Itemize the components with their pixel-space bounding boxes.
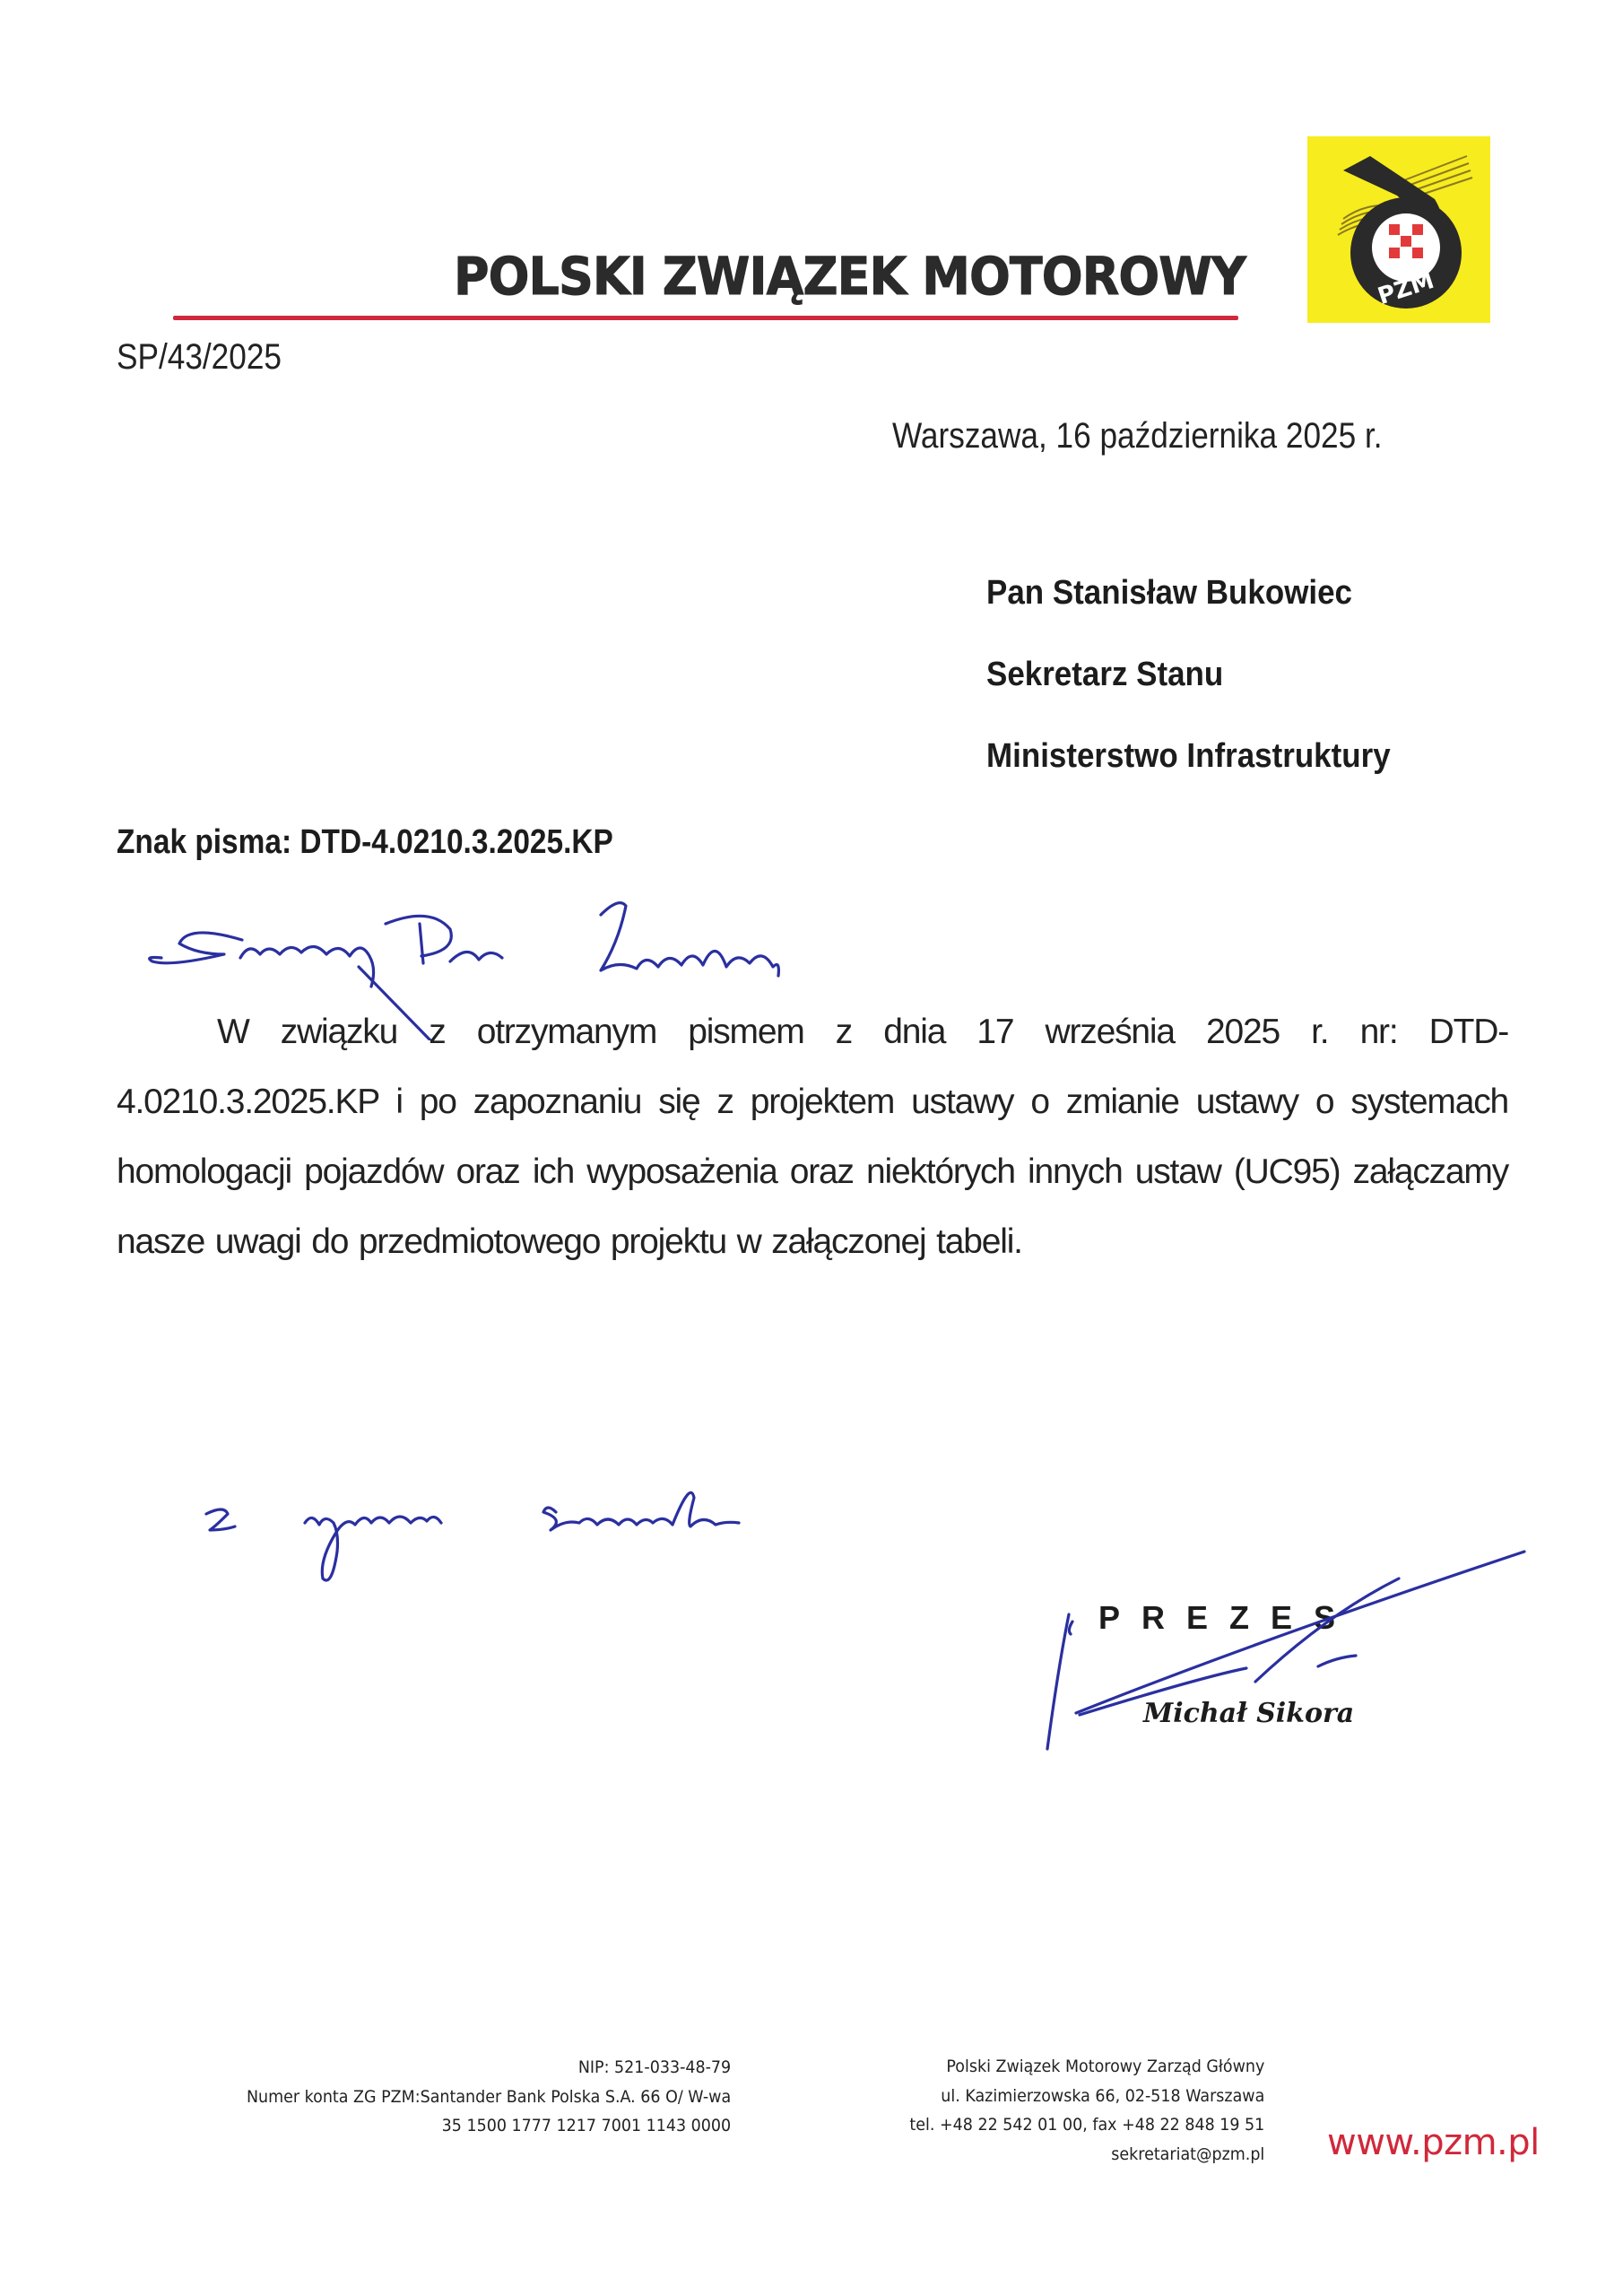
letter-body-text: W związku z otrzymanym pismem z dnia 17 września 2025 r. nr: DTD-4.0210.3.2025.KP i po zapoznaniu się z projektem ustawy o zmianie ustawy o systemach homologacji pojazdów oraz ich wyposażenia oraz niektórych innych ustaw (UC95) załączamy nasze uwagi do przedmiotowego projektu w załączonej tabeli. bbox=[117, 1013, 1508, 1261]
addressee-institution: Ministerstwo Infrastruktury bbox=[986, 737, 1391, 775]
footer-website-link[interactable]: www.pzm.pl bbox=[1327, 2122, 1540, 2163]
letter-body bbox=[117, 997, 1508, 1277]
signer-name: Michał Sikora bbox=[1143, 1698, 1355, 1729]
logo-text: PZM bbox=[1375, 266, 1437, 311]
footer-phone-fax: tel. +48 22 542 01 00, fax +48 22 848 19 51 bbox=[909, 2115, 1264, 2135]
pzm-logo-icon bbox=[1307, 136, 1490, 323]
handwritten-signature bbox=[1022, 1525, 1533, 1767]
case-reference: Znak pisma: DTD-4.0210.3.2025.KP bbox=[117, 823, 613, 861]
footer-email[interactable]: sekretariat@pzm.pl bbox=[1110, 2144, 1264, 2164]
place-and-date: Warszawa, 16 października 2025 r. bbox=[892, 416, 1383, 456]
footer-account-number: 35 1500 1777 1217 7001 1143 0000 bbox=[441, 2116, 731, 2135]
organization-heading: POLSKI ZWIĄZEK MOTOROWY bbox=[454, 246, 1245, 307]
footer-org-name: Polski Związek Motorowy Zarząd Główny bbox=[946, 2057, 1264, 2076]
footer-contact-details bbox=[909, 2052, 1264, 2169]
pzm-logo bbox=[1307, 136, 1490, 323]
reference-number: SP/43/2025 bbox=[117, 337, 282, 377]
signer-title: PREZES bbox=[1098, 1599, 1358, 1636]
addressee-name: Pan Stanisław Bukowiec bbox=[986, 574, 1353, 612]
footer-bank: Numer konta ZG PZM:Santander Bank Polska S.A. 66 O/ W-wa bbox=[246, 2086, 731, 2107]
footer-company-details bbox=[247, 2053, 731, 2141]
addressee-position: Sekretarz Stanu bbox=[986, 656, 1224, 693]
handwritten-closing bbox=[188, 1471, 924, 1596]
footer-address: ul. Kazimierzowska 66, 02-518 Warszawa bbox=[940, 2085, 1264, 2106]
footer-nip: NIP: 521-033-48-79 bbox=[577, 2057, 731, 2077]
header-divider bbox=[173, 316, 1238, 320]
